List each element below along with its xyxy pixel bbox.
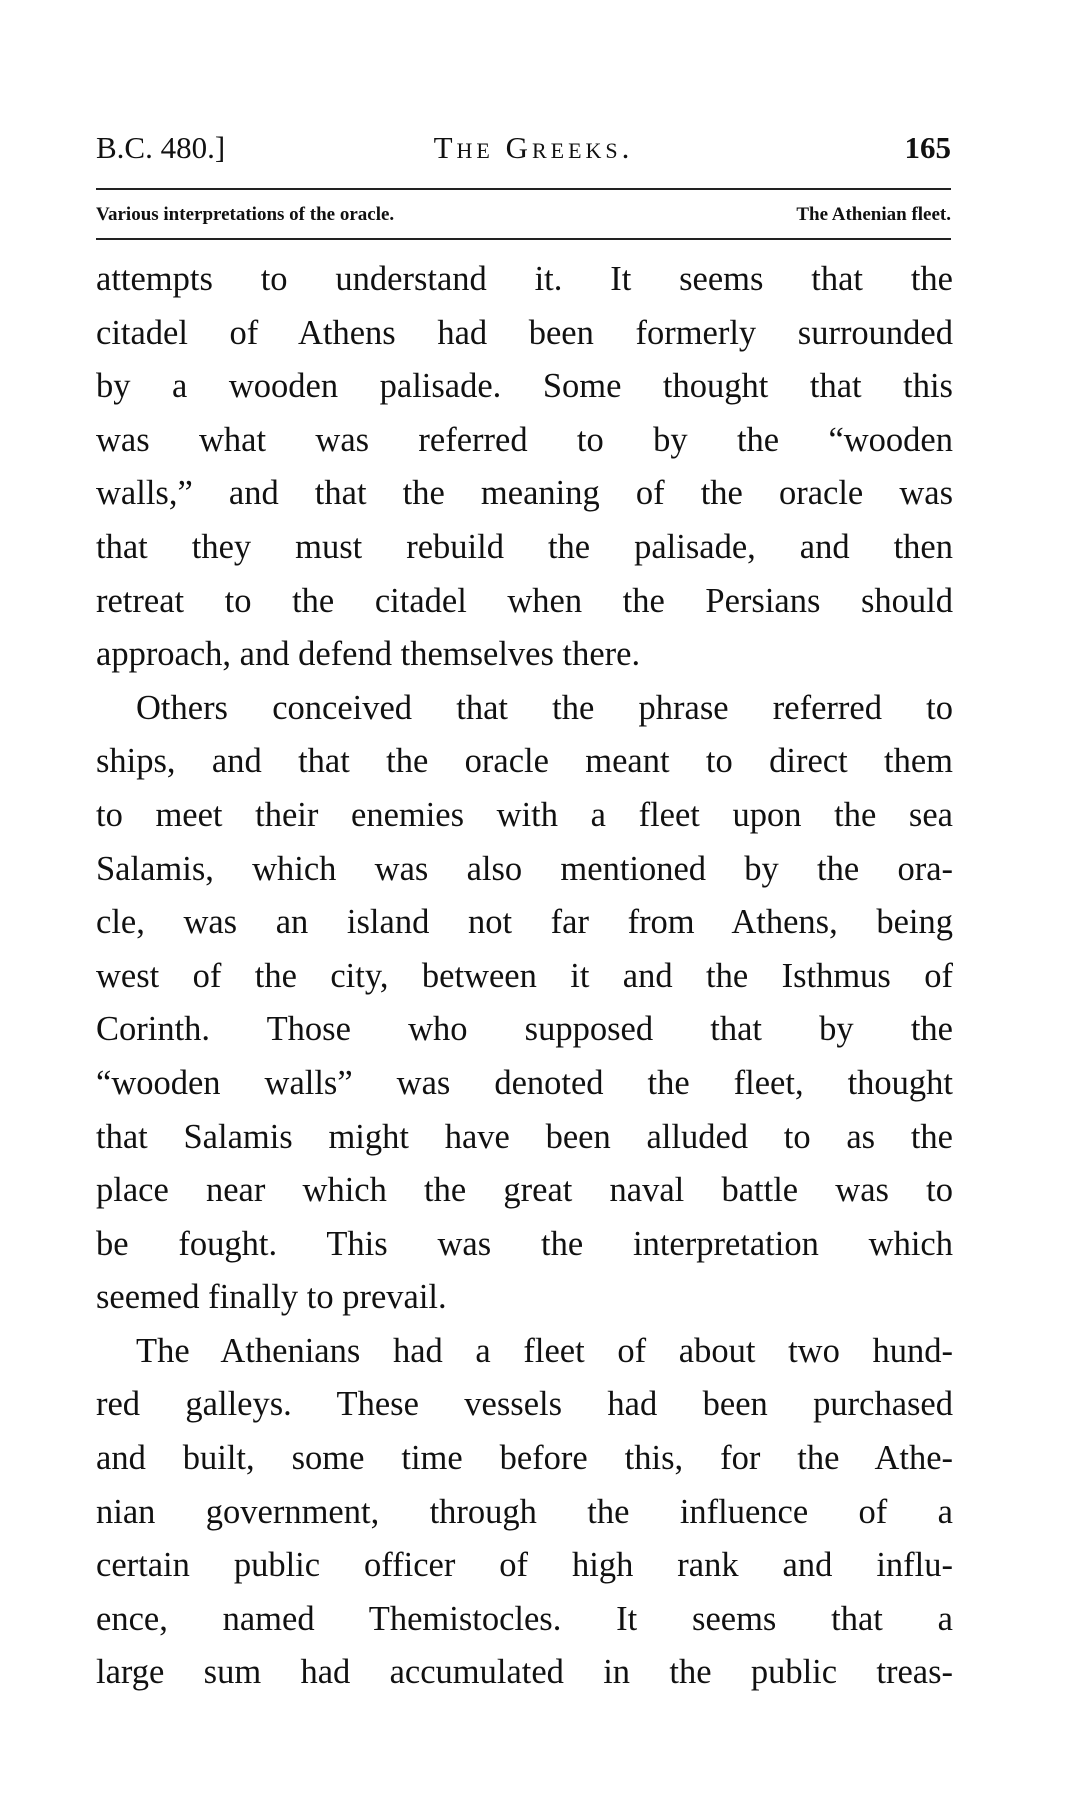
text-line: approach, and defend themselves there.: [96, 635, 641, 674]
text-line: red galleys. These vessels had been purchased: [96, 1385, 953, 1424]
text-line: Salamis, which was also mentioned by the ora-: [96, 849, 953, 888]
side-notes: [96, 196, 951, 234]
text-line: west of the city, between it and the Isthmus of: [96, 956, 953, 995]
text-line: that they must rebuild the palisade, and then: [96, 527, 953, 566]
text-line: citadel of Athens had been formerly surrounded: [96, 313, 953, 352]
side-note-right: The Athenian fleet.: [796, 204, 951, 225]
body-text: [96, 253, 953, 1700]
side-note-left: Various interpretations of the oracle.: [96, 204, 395, 225]
header-rule-bottom: [96, 238, 951, 240]
text-line: nian government, through the influence of a: [96, 1492, 953, 1531]
text-line: to meet their enemies with a fleet upon the sea: [96, 795, 953, 834]
text-line: walls,” and that the meaning of the oracle was: [96, 474, 953, 513]
text-line: seemed finally to prevail.: [96, 1278, 447, 1317]
text-line: The Athenians had a fleet of about two hund-: [136, 1331, 953, 1370]
text-line: ships, and that the oracle meant to direct them: [96, 742, 953, 781]
text-line: retreat to the citadel when the Persians should: [96, 581, 953, 620]
text-line: ence, named Themistocles. It seems that a: [96, 1599, 953, 1638]
text-line: certain public officer of high rank and influ-: [96, 1546, 953, 1585]
text-line: that Salamis might have been alluded to as the: [96, 1117, 953, 1156]
text-line: large sum had accumulated in the public treas-: [96, 1653, 953, 1692]
text-line: be fought. This was the interpretation which: [96, 1224, 953, 1263]
text-line: cle, was an island not far from Athens, being: [96, 903, 953, 942]
header-rule-top: [96, 188, 951, 190]
running-head: [96, 126, 951, 170]
text-line: “wooden walls” was denoted the fleet, thought: [96, 1063, 953, 1102]
text-line: Corinth. Those who supposed that by the: [96, 1010, 953, 1049]
text-line: by a wooden palisade. Some thought that this: [96, 367, 953, 406]
text-line: Others conceived that the phrase referred to: [136, 688, 953, 727]
page-number: 165: [904, 130, 951, 165]
text-line: attempts to understand it. It seems that the: [96, 260, 953, 298]
text-line: was what was referred to by the “wooden: [96, 420, 953, 459]
text-line: place near which the great naval battle was to: [96, 1171, 953, 1210]
header-date: B.C. 480.]: [96, 130, 226, 165]
text-line: and built, some time before this, for the Athe-: [96, 1439, 953, 1478]
header-title: The Greeks.: [433, 130, 634, 165]
